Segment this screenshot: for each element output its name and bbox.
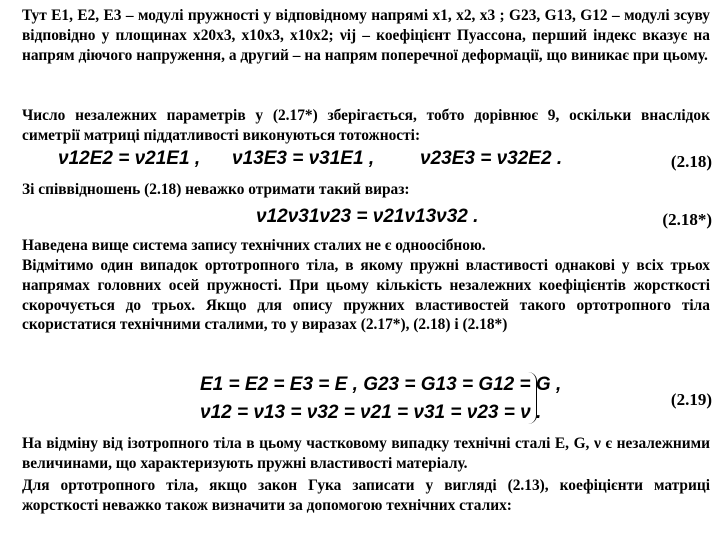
equation-2-19-line1: E1 = E2 = E3 = E , G23 = G13 = G12 = G , (200, 374, 562, 395)
equation-2-18-part1: ν12E2 = ν21E1 , (58, 148, 201, 169)
equation-number: (2.19) (670, 390, 712, 409)
paragraph-not-unique: Наведена вище система запису технічних сталих не є одноосібною. (22, 237, 486, 254)
equation-2-18-part3: ν23E3 = ν32E2 . (420, 148, 563, 169)
paragraph-parameter-count: Число незалежних параметрів у (2.17*) зберігається, тобто дорівнює 9, оскільки внаслідок симетрії матриці піддатливості виконуються тотожності: (22, 107, 710, 144)
paragraph-hooke-law: Для ортотропного тіла, якщо закон Гука записати у вигляді (2.13), коефіцієнти матриці жорсткості неважко також визначити за допомогою технічних сталих: (22, 477, 710, 514)
paragraph-isotropic-comparison: На відміну від ізотропного тіла в цьому частковому випадку технічні сталі E, G, ν є незалежними величинами, що характеризують пружні властивості матеріалу. (22, 435, 710, 472)
equation-2-18 (0, 148, 720, 174)
equation-number: (2.18) (670, 152, 712, 171)
paragraph-orthotropic-case: Відмітимо один випадок ортотропного тіла, в якому пружні властивості однакові у всіх трьох напрямах головних осей пружності. При цьому кількість незалежних коефіцієнтів жорсткості скорочується до трьох. Якщо для опису пружних властивостей такого ортотропного тіла скористатися технічними сталими, то у виразах (2.17*), (2.18) і (2.18*) (22, 257, 710, 334)
paragraph-intro: Тут E1, E2, E3 – модулі пружності у відповідному напрямі x1, x2, x3 ; G23, G13, G12 – модулі зсуву відповідно у площинах x20x3, x10x3, x10x2; νij – коефіцієнт Пуассона, перший індекс вказує на напрям діючого напруження, а другий – на напрям поперечної деформації, що виникає при цьому. (22, 7, 710, 64)
equation-number: (2.18*) (662, 210, 712, 229)
equation-2-18-part2: ν13E3 = ν31E1 , (232, 148, 375, 169)
equation-2-18-star (0, 206, 720, 232)
paragraph-relation: Зі співвідношень (2.18) неважко отримати такий вираз: (22, 181, 410, 198)
equation-2-19-line2: ν12 = ν13 = ν32 = ν21 = ν31 = ν23 = ν . (200, 402, 542, 423)
equation-brace (528, 372, 537, 424)
equation-2-18-star-formula: ν12ν31ν23 = ν21ν13ν32 . (256, 206, 479, 227)
equation-2-19 (0, 372, 720, 428)
